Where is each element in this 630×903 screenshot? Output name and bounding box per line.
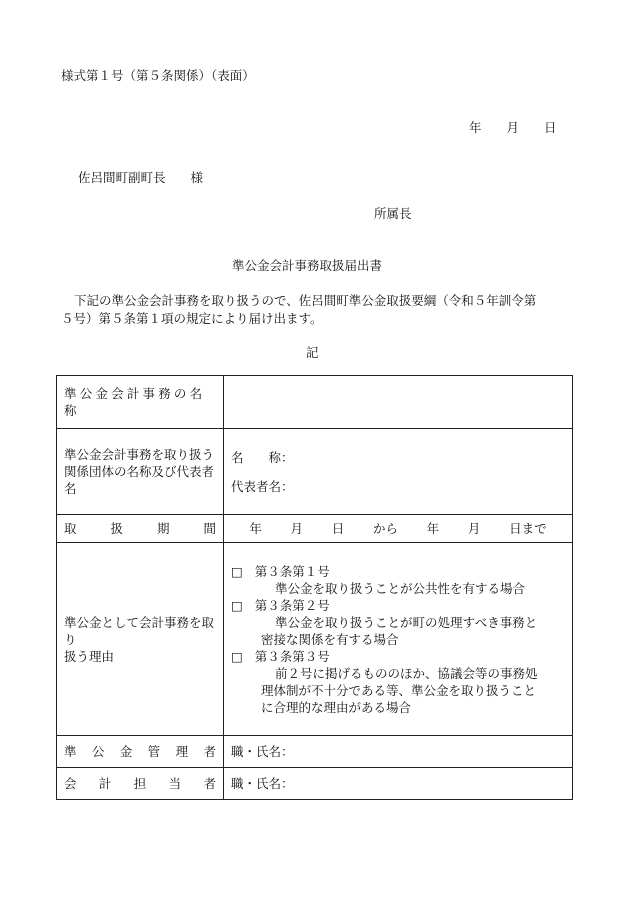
period-month-from: 月 xyxy=(290,521,304,536)
label-accountant xyxy=(57,768,224,800)
label-char: 者 xyxy=(203,744,216,759)
row-period xyxy=(57,515,573,543)
label-char: 期 xyxy=(156,521,170,536)
reason-1-clause: 第３条第１号 xyxy=(254,563,330,579)
label-reason-line2: 扱う理由 xyxy=(64,648,115,664)
form-table xyxy=(56,375,573,800)
reason-3-text-line1: 前２号に掲げるもののほか、協議会等の事務処 xyxy=(275,665,538,681)
label-char: 管 xyxy=(147,744,161,759)
reason-1-text: 準公金を取り扱うことが公共性を有する場合 xyxy=(275,580,526,596)
value-accountant[interactable] xyxy=(224,768,573,800)
date-line: 年 月 日 xyxy=(469,120,557,135)
sender-title: 所属長 xyxy=(374,206,412,221)
period-day-to: 日まで xyxy=(509,521,547,536)
addressee: 佐呂間町副町長 様 xyxy=(78,170,204,185)
ki-mark: 記 xyxy=(306,345,319,360)
reason-2-clause: 第３条第２号 xyxy=(254,597,330,613)
body-text-line2: ５号）第５条第１項の規定により届け出ます。 xyxy=(61,311,323,326)
reason-3-clause: 第３条第３号 xyxy=(254,648,330,664)
label-char: 間 xyxy=(203,521,216,536)
document-title: 準公金会計事務取扱届出書 xyxy=(232,258,383,273)
period-year-to: 年 xyxy=(426,521,440,536)
accountant-field: 職・氏名： xyxy=(231,776,294,791)
period-month-to: 月 xyxy=(467,521,481,536)
row-organization xyxy=(57,429,573,515)
label-organization xyxy=(57,429,224,515)
label-text: 準公金会計事務の名称 xyxy=(64,386,206,418)
label-char: 金 xyxy=(119,744,133,759)
checkbox-reason-1[interactable]: □ xyxy=(231,563,243,579)
label-business-name xyxy=(57,376,224,429)
label-manager xyxy=(57,736,224,768)
reason-3-text-line3: に合理的な理由がある場合 xyxy=(261,699,412,715)
label-char: 者 xyxy=(203,776,216,791)
value-period[interactable] xyxy=(224,515,573,543)
label-accountant-text xyxy=(64,775,216,792)
row-manager xyxy=(57,736,573,768)
label-reason xyxy=(57,543,224,736)
label-period-text xyxy=(64,520,216,537)
label-char: 扱 xyxy=(110,521,123,536)
manager-field: 職・氏名： xyxy=(231,744,294,759)
reason-2-text-line1: 準公金を取り扱うことが町の処理すべき事務と xyxy=(275,614,538,630)
reason-2-text-line2: 密接な関係を有する場合 xyxy=(261,631,399,647)
label-period xyxy=(57,515,224,543)
label-org-line2: 関係団体の名称及び代表者名 xyxy=(64,464,215,496)
reason-option-1[interactable] xyxy=(231,563,565,580)
label-char: 取 xyxy=(64,521,77,536)
label-char: 当 xyxy=(168,776,182,791)
period-day-from: 日 xyxy=(331,521,345,536)
value-manager[interactable] xyxy=(224,736,573,768)
form-number: 様式第１号（第５条関係）（表面） xyxy=(61,68,255,83)
reason-option-3[interactable] xyxy=(231,648,565,665)
label-char: 計 xyxy=(98,776,112,791)
label-char: 準 xyxy=(64,744,77,759)
checkbox-reason-3[interactable]: □ xyxy=(231,648,243,664)
org-name-field: 名 称： xyxy=(231,449,294,465)
row-business-name xyxy=(57,376,573,429)
value-business-name[interactable] xyxy=(224,376,573,429)
body-text-line1: 下記の準公金会計事務を取り扱うので、佐呂間町準公金取扱要綱（令和５年訓令第 xyxy=(74,293,537,308)
label-reason-line1: 準公金として会計事務を取り xyxy=(64,614,215,647)
checkbox-reason-2[interactable]: □ xyxy=(231,597,243,613)
org-representative-field: 代表者名： xyxy=(231,478,294,494)
reason-3-text-line2: 理体制が不十分である等、準公金を取り扱うこと xyxy=(261,682,537,698)
value-reason xyxy=(224,543,573,736)
label-char: 会 xyxy=(64,776,77,791)
period-fields xyxy=(231,520,565,537)
label-manager-text xyxy=(64,743,216,760)
row-reason xyxy=(57,543,573,736)
label-org-line1: 準公金会計事務を取り扱う xyxy=(64,447,215,462)
label-char: 担 xyxy=(133,776,147,791)
label-char: 理 xyxy=(175,744,189,759)
value-organization[interactable] xyxy=(224,429,573,515)
reason-option-2[interactable] xyxy=(231,597,565,614)
row-accountant xyxy=(57,768,573,800)
label-business-name-text xyxy=(64,385,216,419)
label-char: 公 xyxy=(91,744,105,759)
period-year-from: 年 xyxy=(249,521,262,536)
period-from-word: から xyxy=(372,521,398,536)
